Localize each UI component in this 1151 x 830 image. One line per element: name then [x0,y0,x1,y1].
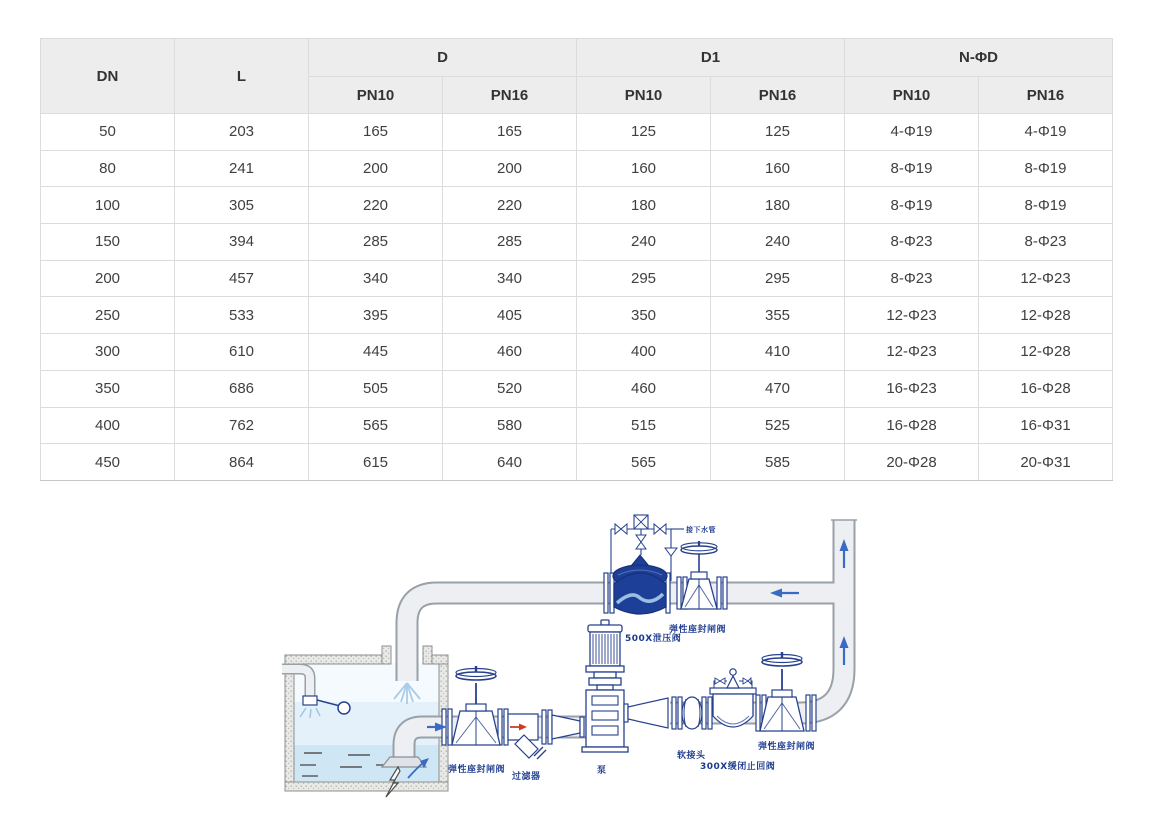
table-row [41,260,1113,297]
table-cell: 355 [711,297,845,334]
header-d: D [309,39,577,77]
table-cell: 165 [443,114,577,151]
check-valve-body [713,694,753,727]
table-cell: 16-Φ31 [979,407,1113,444]
table-cell: 395 [309,297,443,334]
table-cell: 762 [175,407,309,444]
table-cell: 240 [711,224,845,261]
table-cell: 295 [711,260,845,297]
table-cell: 400 [577,334,711,371]
installation-diagram [280,505,880,830]
table-cell: 405 [443,297,577,334]
header-dn: DN [41,39,175,114]
table-cell: 16-Φ28 [979,370,1113,407]
float-ball [338,702,350,714]
table-cell: 16-Φ23 [845,370,979,407]
table-cell: 686 [175,370,309,407]
table-row [41,370,1113,407]
table-cell: 12-Φ28 [979,334,1113,371]
gate-valve-suction [442,666,508,745]
table-cell: 8-Φ23 [845,224,979,261]
check-valve-pilot-ball [730,669,736,675]
table-cell: 100 [41,187,175,224]
table-cell: 565 [577,444,711,481]
table-cell: 340 [443,260,577,297]
table-cell: 4-Φ19 [979,114,1113,151]
table-cell: 457 [175,260,309,297]
header-d-pn10: PN10 [309,77,443,114]
table-cell: 200 [41,260,175,297]
table-cell: 16-Φ28 [845,407,979,444]
spec-table-header [41,39,1113,114]
table-cell: 460 [443,334,577,371]
pump [582,620,628,752]
label-gate-valve-suction: 弹性座封闸阀 [448,765,506,775]
float-valve-body [303,696,317,705]
table-cell: 295 [577,260,711,297]
table-cell: 203 [175,114,309,151]
label-relief-valve: 500X泄压阀 [625,634,682,644]
header-nphid-pn16: PN16 [979,77,1113,114]
label-flexible-joint: 软接头 [677,751,706,761]
label-gate-valve-discharge: 弹性座封闸阀 [758,742,816,752]
table-cell: 400 [41,407,175,444]
spec-table-body [41,114,1113,481]
label-drain-pipe: 接下水管 [686,526,716,534]
table-cell: 4-Φ19 [845,114,979,151]
table-cell: 8-Φ23 [845,260,979,297]
table-row [41,444,1113,481]
gate-valve-top [677,541,727,609]
table-cell: 80 [41,150,175,187]
table-cell: 470 [711,370,845,407]
table-cell: 285 [443,224,577,261]
spec-table [40,38,1113,481]
label-strainer: 过滤器 [512,772,541,782]
label-gate-valve-top: 弹性座封闸阀 [669,625,727,635]
table-cell: 12-Φ23 [979,260,1113,297]
table-row [41,334,1113,371]
flexible-joint [672,697,712,729]
header-d1-pn16: PN16 [711,77,845,114]
table-cell: 350 [41,370,175,407]
table-cell: 340 [309,260,443,297]
table-cell: 180 [711,187,845,224]
table-cell: 12-Φ28 [979,297,1113,334]
table-cell: 220 [309,187,443,224]
table-cell: 160 [711,150,845,187]
table-cell: 12-Φ23 [845,297,979,334]
table-cell: 50 [41,114,175,151]
check-valve-pilot-cone [727,676,739,688]
table-cell: 180 [577,187,711,224]
table-cell: 220 [443,187,577,224]
table-cell: 125 [711,114,845,151]
table-cell: 580 [443,407,577,444]
table-cell: 610 [175,334,309,371]
table-cell: 350 [577,297,711,334]
gate-valve-discharge [760,652,816,731]
table-row [41,187,1113,224]
table-cell: 8-Φ23 [979,224,1113,261]
table-cell: 200 [309,150,443,187]
table-cell: 300 [41,334,175,371]
table-cell: 640 [443,444,577,481]
table-cell: 150 [41,224,175,261]
suction-reducer [542,710,584,744]
table-cell: 520 [443,370,577,407]
table-cell: 160 [577,150,711,187]
table-cell: 12-Φ23 [845,334,979,371]
table-cell: 20-Φ28 [845,444,979,481]
table-row [41,224,1113,261]
header-nphid-pn10: PN10 [845,77,979,114]
relief-valve-body [614,573,666,614]
table-cell: 125 [577,114,711,151]
table-cell: 533 [175,297,309,334]
header-l: L [175,39,309,114]
table-cell: 241 [175,150,309,187]
table-cell: 8-Φ19 [979,187,1113,224]
table-cell: 394 [175,224,309,261]
table-cell: 8-Φ19 [845,187,979,224]
table-cell: 525 [711,407,845,444]
table-cell: 250 [41,297,175,334]
table-cell: 20-Φ31 [979,444,1113,481]
table-cell: 445 [309,334,443,371]
table-row [41,114,1113,151]
header-d1-pn10: PN10 [577,77,711,114]
table-cell: 515 [577,407,711,444]
label-pump: 泵 [597,766,607,776]
table-row [41,407,1113,444]
table-cell: 8-Φ19 [979,150,1113,187]
discharge-reducer [624,698,668,728]
label-check-valve: 300X缓闭止回阀 [700,762,776,772]
table-cell: 410 [711,334,845,371]
header-d-pn16: PN16 [443,77,577,114]
table-cell: 240 [577,224,711,261]
header-n-phi-d: N-ΦD [845,39,1113,77]
table-cell: 585 [711,444,845,481]
relief-valve-bonnet [631,555,649,566]
table-cell: 615 [309,444,443,481]
table-cell: 200 [443,150,577,187]
table-row [41,150,1113,187]
table-cell: 505 [309,370,443,407]
table-cell: 864 [175,444,309,481]
table-cell: 285 [309,224,443,261]
table-cell: 460 [577,370,711,407]
header-d1: D1 [577,39,845,77]
table-cell: 305 [175,187,309,224]
table-row [41,297,1113,334]
table-cell: 565 [309,407,443,444]
table-cell: 8-Φ19 [845,150,979,187]
table-cell: 450 [41,444,175,481]
table-cell: 165 [309,114,443,151]
diagram-labels [448,525,815,782]
discharge-pipe-outline [670,520,844,713]
